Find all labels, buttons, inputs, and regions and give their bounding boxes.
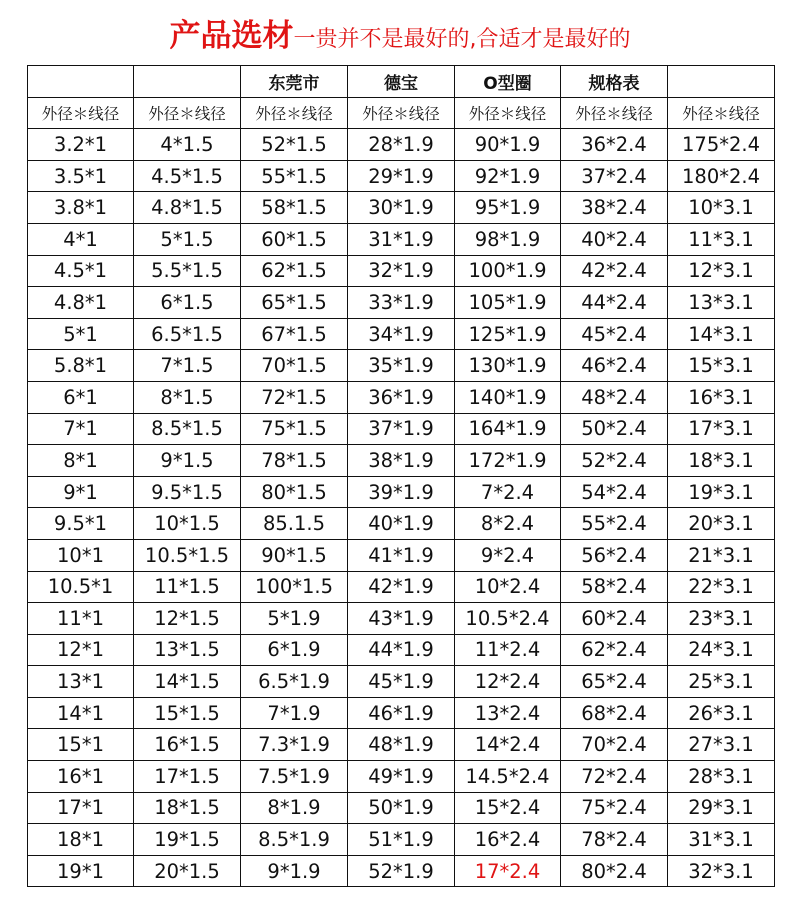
table-cell: 9*1 bbox=[28, 476, 134, 508]
table-cell: 17*1.5 bbox=[134, 761, 241, 793]
table-cell: 9*1.9 bbox=[241, 855, 348, 887]
table-cell: 52*1.5 bbox=[241, 129, 348, 161]
table-cell: 14*3.1 bbox=[668, 318, 775, 350]
table-cell: 95*1.9 bbox=[455, 192, 561, 224]
table-row bbox=[28, 287, 775, 319]
table-cell: 29*1.9 bbox=[348, 160, 455, 192]
table-cell: 34*1.9 bbox=[348, 318, 455, 350]
table-row bbox=[28, 476, 775, 508]
table-cell: 105*1.9 bbox=[455, 287, 561, 319]
table-cell: 10.5*2.4 bbox=[455, 603, 561, 635]
table-cell: 70*2.4 bbox=[561, 729, 668, 761]
table-cell: 20*3.1 bbox=[668, 508, 775, 540]
table-cell: 36*1.9 bbox=[348, 381, 455, 413]
table-cell: 70*1.5 bbox=[241, 350, 348, 382]
table-cell: 3.5*1 bbox=[28, 160, 134, 192]
subheader-cell: 外径＊线径 bbox=[134, 97, 241, 129]
table-cell: 44*2.4 bbox=[561, 287, 668, 319]
table-cell: 5.8*1 bbox=[28, 350, 134, 382]
header-cell bbox=[28, 66, 134, 98]
table-cell: 60*1.5 bbox=[241, 223, 348, 255]
table-cell: 5.5*1.5 bbox=[134, 255, 241, 287]
table-cell: 19*3.1 bbox=[668, 476, 775, 508]
table-cell: 14*1.5 bbox=[134, 666, 241, 698]
table-row bbox=[28, 539, 775, 571]
table-cell: 26*3.1 bbox=[668, 697, 775, 729]
table-cell: 12*1 bbox=[28, 634, 134, 666]
table-cell: 67*1.5 bbox=[241, 318, 348, 350]
table-cell: 100*1.5 bbox=[241, 571, 348, 603]
table-row bbox=[28, 413, 775, 445]
table-row bbox=[28, 761, 775, 793]
table-cell: 10*1.5 bbox=[134, 508, 241, 540]
table-cell: 46*1.9 bbox=[348, 697, 455, 729]
table-cell: 13*3.1 bbox=[668, 287, 775, 319]
table-row bbox=[28, 223, 775, 255]
page-title bbox=[0, 10, 800, 54]
table-cell: 32*1.9 bbox=[348, 255, 455, 287]
table-cell: 55*1.5 bbox=[241, 160, 348, 192]
table-cell: 40*2.4 bbox=[561, 223, 668, 255]
table-cell: 13*2.4 bbox=[455, 697, 561, 729]
table-row bbox=[28, 381, 775, 413]
table-cell: 180*2.4 bbox=[668, 160, 775, 192]
table-cell: 10.5*1.5 bbox=[134, 539, 241, 571]
table-cell: 44*1.9 bbox=[348, 634, 455, 666]
subheader-cell: 外径＊线径 bbox=[455, 97, 561, 129]
table-cell: 140*1.9 bbox=[455, 381, 561, 413]
table-cell: 23*3.1 bbox=[668, 603, 775, 635]
table-cell: 7*1.5 bbox=[134, 350, 241, 382]
table-cell: 78*1.5 bbox=[241, 445, 348, 477]
header-cell: O型圈 bbox=[455, 66, 561, 98]
table-cell: 4*1.5 bbox=[134, 129, 241, 161]
table-cell: 3.8*1 bbox=[28, 192, 134, 224]
table-cell: 9*2.4 bbox=[455, 539, 561, 571]
table-cell: 50*1.9 bbox=[348, 792, 455, 824]
table-cell: 16*1.5 bbox=[134, 729, 241, 761]
table-cell: 62*1.5 bbox=[241, 255, 348, 287]
table-row bbox=[28, 350, 775, 382]
table-cell: 7.3*1.9 bbox=[241, 729, 348, 761]
table-cell: 90*1.9 bbox=[455, 129, 561, 161]
table-cell: 51*1.9 bbox=[348, 824, 455, 856]
o-ring-spec-table bbox=[27, 65, 775, 887]
table-row bbox=[28, 445, 775, 477]
table-cell: 90*1.5 bbox=[241, 539, 348, 571]
table-cell: 9*1.5 bbox=[134, 445, 241, 477]
table-cell: 39*1.9 bbox=[348, 476, 455, 508]
table-cell: 12*2.4 bbox=[455, 666, 561, 698]
table-cell: 19*1 bbox=[28, 855, 134, 887]
table-cell: 75*1.5 bbox=[241, 413, 348, 445]
table-row bbox=[28, 824, 775, 856]
table-cell: 8*1 bbox=[28, 445, 134, 477]
table-cell: 33*1.9 bbox=[348, 287, 455, 319]
table-cell: 9.5*1 bbox=[28, 508, 134, 540]
table-cell: 6.5*1.9 bbox=[241, 666, 348, 698]
table-cell: 13*1.5 bbox=[134, 634, 241, 666]
table-cell: 6*1.5 bbox=[134, 287, 241, 319]
table-cell: 92*1.9 bbox=[455, 160, 561, 192]
table-cell: 72*1.5 bbox=[241, 381, 348, 413]
table-cell: 58*1.5 bbox=[241, 192, 348, 224]
table-cell: 10.5*1 bbox=[28, 571, 134, 603]
table-cell: 12*3.1 bbox=[668, 255, 775, 287]
table-cell: 78*2.4 bbox=[561, 824, 668, 856]
table-cell: 58*2.4 bbox=[561, 571, 668, 603]
table-cell: 175*2.4 bbox=[668, 129, 775, 161]
table-cell: 22*3.1 bbox=[668, 571, 775, 603]
table-cell: 10*3.1 bbox=[668, 192, 775, 224]
table-cell: 6.5*1.5 bbox=[134, 318, 241, 350]
table-cell: 16*3.1 bbox=[668, 381, 775, 413]
table-cell: 80*2.4 bbox=[561, 855, 668, 887]
table-cell: 5*1.5 bbox=[134, 223, 241, 255]
header-cell bbox=[134, 66, 241, 98]
table-cell: 29*3.1 bbox=[668, 792, 775, 824]
table-cell: 14*1 bbox=[28, 697, 134, 729]
table-cell: 11*1 bbox=[28, 603, 134, 635]
table-cell: 25*3.1 bbox=[668, 666, 775, 698]
table-row bbox=[28, 571, 775, 603]
table-row bbox=[28, 603, 775, 635]
table-cell: 85.1.5 bbox=[241, 508, 348, 540]
table-cell: 7*2.4 bbox=[455, 476, 561, 508]
table-cell: 9.5*1.5 bbox=[134, 476, 241, 508]
table-cell: 46*2.4 bbox=[561, 350, 668, 382]
table-cell: 17*1 bbox=[28, 792, 134, 824]
table-row bbox=[28, 855, 775, 887]
table-cell: 7.5*1.9 bbox=[241, 761, 348, 793]
subheader-cell: 外径＊线径 bbox=[241, 97, 348, 129]
table-cell: 11*3.1 bbox=[668, 223, 775, 255]
table-cell: 52*2.4 bbox=[561, 445, 668, 477]
table-cell: 14*2.4 bbox=[455, 729, 561, 761]
table-cell: 65*2.4 bbox=[561, 666, 668, 698]
table-cell: 28*1.9 bbox=[348, 129, 455, 161]
header-cell bbox=[668, 66, 775, 98]
table-cell: 45*1.9 bbox=[348, 666, 455, 698]
table-cell: 6*1.9 bbox=[241, 634, 348, 666]
table-cell: 4*1 bbox=[28, 223, 134, 255]
table-cell: 54*2.4 bbox=[561, 476, 668, 508]
table-cell: 56*2.4 bbox=[561, 539, 668, 571]
table-cell: 7*1.9 bbox=[241, 697, 348, 729]
table-cell: 18*3.1 bbox=[668, 445, 775, 477]
table-cell: 37*2.4 bbox=[561, 160, 668, 192]
spec-table-body bbox=[28, 66, 775, 887]
table-cell: 6*1 bbox=[28, 381, 134, 413]
table-cell: 80*1.5 bbox=[241, 476, 348, 508]
table-row bbox=[28, 255, 775, 287]
table-cell: 32*3.1 bbox=[668, 855, 775, 887]
table-cell: 52*1.9 bbox=[348, 855, 455, 887]
table-cell: 10*1 bbox=[28, 539, 134, 571]
table-cell: 24*3.1 bbox=[668, 634, 775, 666]
table-row bbox=[28, 160, 775, 192]
table-cell: 4.5*1.5 bbox=[134, 160, 241, 192]
table-cell: 42*2.4 bbox=[561, 255, 668, 287]
table-cell: 12*1.5 bbox=[134, 603, 241, 635]
table-cell: 50*2.4 bbox=[561, 413, 668, 445]
table-cell: 55*2.4 bbox=[561, 508, 668, 540]
table-cell: 3.2*1 bbox=[28, 129, 134, 161]
subheader-cell: 外径＊线径 bbox=[561, 97, 668, 129]
table-row bbox=[28, 697, 775, 729]
table-cell: 21*3.1 bbox=[668, 539, 775, 571]
table-cell: 8*1.5 bbox=[134, 381, 241, 413]
table-cell: 65*1.5 bbox=[241, 287, 348, 319]
table-cell: 18*1.5 bbox=[134, 792, 241, 824]
table-row bbox=[28, 729, 775, 761]
table-cell: 72*2.4 bbox=[561, 761, 668, 793]
table-cell: 15*2.4 bbox=[455, 792, 561, 824]
subheader-cell: 外径＊线径 bbox=[668, 97, 775, 129]
header-row bbox=[28, 66, 775, 98]
table-cell: 38*2.4 bbox=[561, 192, 668, 224]
table-cell: 28*3.1 bbox=[668, 761, 775, 793]
table-row bbox=[28, 129, 775, 161]
table-cell: 40*1.9 bbox=[348, 508, 455, 540]
subheader-cell: 外径＊线径 bbox=[348, 97, 455, 129]
table-cell: 60*2.4 bbox=[561, 603, 668, 635]
subheader-cell: 外径＊线径 bbox=[28, 97, 134, 129]
table-row bbox=[28, 666, 775, 698]
table-cell: 164*1.9 bbox=[455, 413, 561, 445]
table-cell: 8.5*1.9 bbox=[241, 824, 348, 856]
table-cell: 37*1.9 bbox=[348, 413, 455, 445]
table-cell: 20*1.5 bbox=[134, 855, 241, 887]
table-cell: 8.5*1.5 bbox=[134, 413, 241, 445]
table-cell: 125*1.9 bbox=[455, 318, 561, 350]
header-cell: 东莞市 bbox=[241, 66, 348, 98]
table-cell: 8*2.4 bbox=[455, 508, 561, 540]
table-cell: 130*1.9 bbox=[455, 350, 561, 382]
table-cell: 8*1.9 bbox=[241, 792, 348, 824]
table-cell: 41*1.9 bbox=[348, 539, 455, 571]
table-row bbox=[28, 792, 775, 824]
title-main: 产品选材 bbox=[169, 18, 294, 54]
table-cell: 5*1 bbox=[28, 318, 134, 350]
table-cell: 18*1 bbox=[28, 824, 134, 856]
table-cell: 42*1.9 bbox=[348, 571, 455, 603]
table-cell: 11*1.5 bbox=[134, 571, 241, 603]
table-cell: 5*1.9 bbox=[241, 603, 348, 635]
table-cell: 27*3.1 bbox=[668, 729, 775, 761]
table-cell: 100*1.9 bbox=[455, 255, 561, 287]
table-cell: 16*1 bbox=[28, 761, 134, 793]
title-subtitle: 一贵并不是最好的,合适才是最好的 bbox=[293, 27, 631, 52]
table-cell: 30*1.9 bbox=[348, 192, 455, 224]
table-cell: 10*2.4 bbox=[455, 571, 561, 603]
table-cell: 11*2.4 bbox=[455, 634, 561, 666]
table-cell: 62*2.4 bbox=[561, 634, 668, 666]
table-row bbox=[28, 634, 775, 666]
table-cell: 16*2.4 bbox=[455, 824, 561, 856]
table-cell: 31*3.1 bbox=[668, 824, 775, 856]
table-cell: 15*3.1 bbox=[668, 350, 775, 382]
table-cell: 15*1.5 bbox=[134, 697, 241, 729]
table-cell: 43*1.9 bbox=[348, 603, 455, 635]
table-cell: 45*2.4 bbox=[561, 318, 668, 350]
table-row bbox=[28, 192, 775, 224]
table-cell: 17*2.4 bbox=[455, 855, 561, 887]
table-cell: 4.8*1 bbox=[28, 287, 134, 319]
table-cell: 4.8*1.5 bbox=[134, 192, 241, 224]
table-cell: 13*1 bbox=[28, 666, 134, 698]
table-cell: 36*2.4 bbox=[561, 129, 668, 161]
table-cell: 15*1 bbox=[28, 729, 134, 761]
table-cell: 75*2.4 bbox=[561, 792, 668, 824]
table-cell: 49*1.9 bbox=[348, 761, 455, 793]
subheader-row bbox=[28, 97, 775, 129]
table-cell: 48*1.9 bbox=[348, 729, 455, 761]
table-cell: 38*1.9 bbox=[348, 445, 455, 477]
header-cell: 规格表 bbox=[561, 66, 668, 98]
table-cell: 98*1.9 bbox=[455, 223, 561, 255]
table-cell: 4.5*1 bbox=[28, 255, 134, 287]
table-row bbox=[28, 318, 775, 350]
table-cell: 68*2.4 bbox=[561, 697, 668, 729]
table-cell: 19*1.5 bbox=[134, 824, 241, 856]
table-cell: 172*1.9 bbox=[455, 445, 561, 477]
table-cell: 17*3.1 bbox=[668, 413, 775, 445]
table-cell: 31*1.9 bbox=[348, 223, 455, 255]
table-cell: 48*2.4 bbox=[561, 381, 668, 413]
table-cell: 14.5*2.4 bbox=[455, 761, 561, 793]
table-cell: 7*1 bbox=[28, 413, 134, 445]
header-cell: 德宝 bbox=[348, 66, 455, 98]
table-row bbox=[28, 508, 775, 540]
table-cell: 35*1.9 bbox=[348, 350, 455, 382]
